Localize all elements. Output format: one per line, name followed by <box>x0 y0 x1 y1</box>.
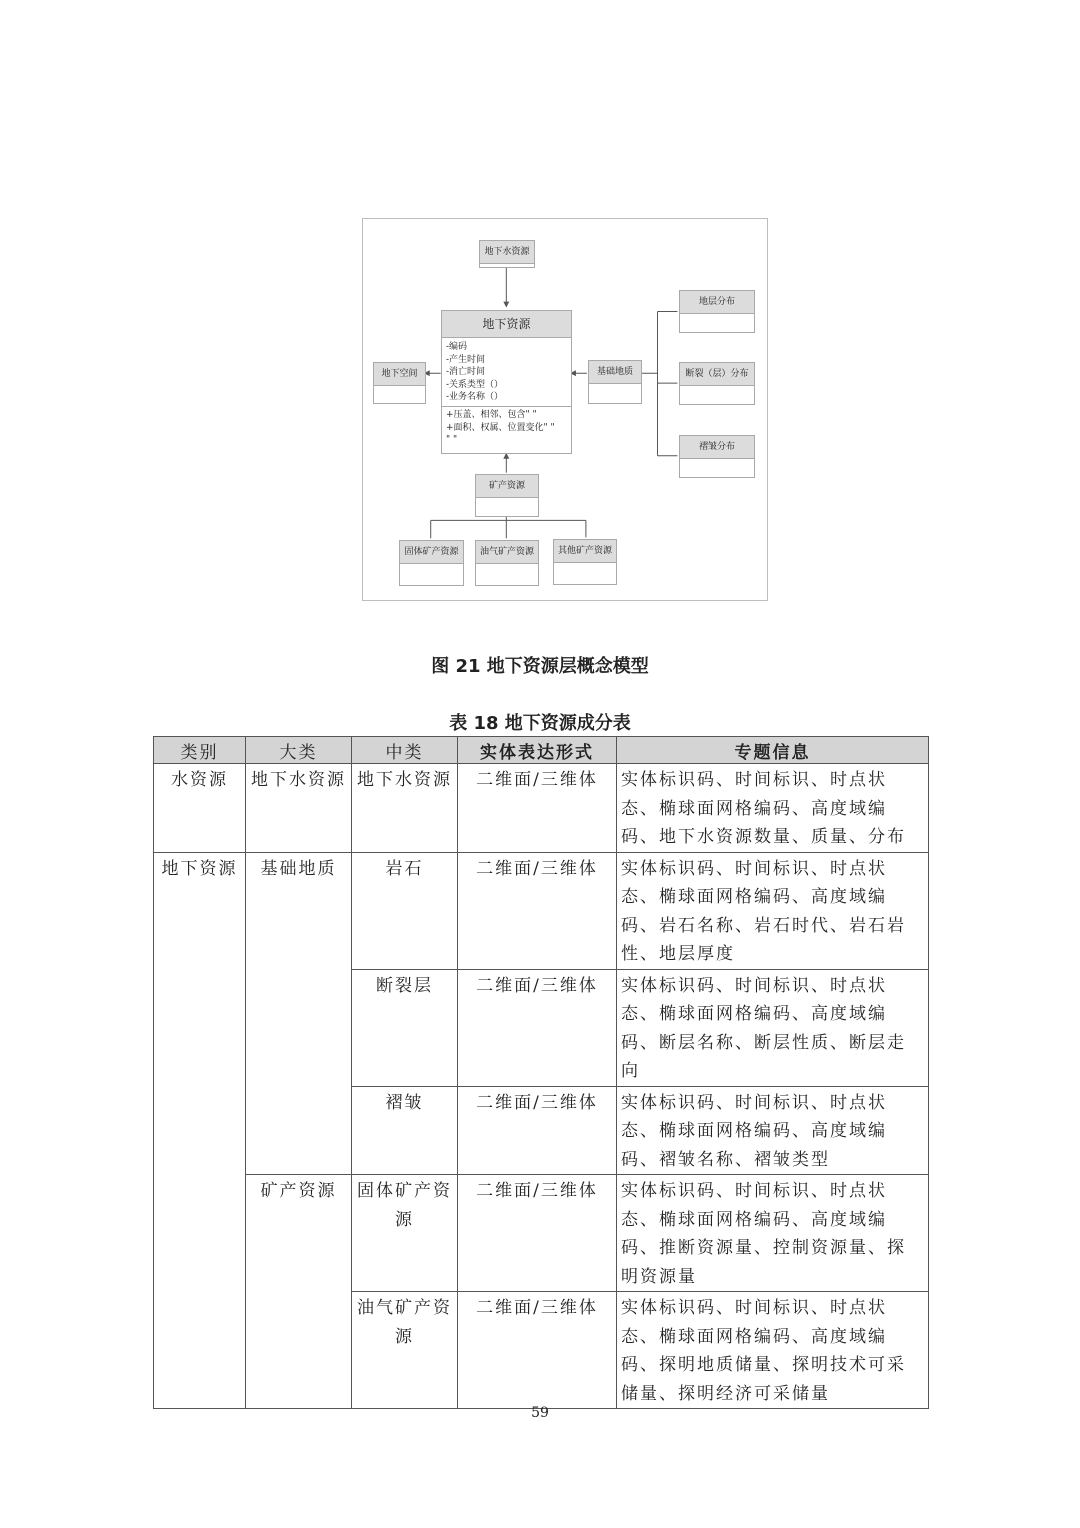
class-operations <box>442 407 571 449</box>
cell-major: 地下水资源 <box>246 764 352 853</box>
table-header-row <box>154 737 929 764</box>
cell-form: 二维面/三维体 <box>458 1086 617 1175</box>
attribute: -业务名称（） <box>446 392 504 403</box>
groundwater-resource-class <box>479 240 535 268</box>
strata-distribution-class <box>679 290 755 333</box>
cell-info: 实体标识码、时间标识、时点状态、椭球面网格编码、高度域编码、地下水资源数量、质量、分布 <box>617 764 929 853</box>
operation: +压盖、相邻、包含" " <box>446 409 537 420</box>
cell-form: 二维面/三维体 <box>458 1175 617 1292</box>
class-title: 地下水资源 <box>480 241 534 264</box>
cell-middle: 断裂层 <box>352 969 458 1086</box>
cell-info: 实体标识码、时间标识、时点状态、椭球面网格编码、高度域编码、推断资源量、控制资源量、探明资源量 <box>617 1175 929 1292</box>
oil-gas-mineral-class <box>475 540 539 586</box>
class-title: 固体矿产资源 <box>400 541 463 564</box>
cell-category: 水资源 <box>154 764 246 853</box>
cell-major: 基础地质 <box>246 852 352 1175</box>
table-row <box>154 764 929 853</box>
operation: " " <box>446 435 458 446</box>
class-title: 油气矿产资源 <box>476 541 538 564</box>
resource-component-table <box>153 736 929 1409</box>
class-title: 褶皱分布 <box>680 436 754 459</box>
cell-middle: 褶皱 <box>352 1086 458 1175</box>
class-title: 断裂（层）分布 <box>680 363 754 386</box>
cell-form: 二维面/三维体 <box>458 969 617 1086</box>
class-title: 基础地质 <box>589 361 641 384</box>
cell-middle: 固体矿产资源 <box>352 1175 458 1292</box>
cell-middle: 岩石 <box>352 852 458 969</box>
cell-info: 实体标识码、时间标识、时点状态、椭球面网格编码、高度域编码、褶皱名称、褶皱类型 <box>617 1086 929 1175</box>
cell-form: 二维面/三维体 <box>458 1292 617 1409</box>
operation: +面积、权属、位置变化" " <box>446 422 555 433</box>
table-caption: 表 18 地下资源成分表 <box>449 713 631 734</box>
mineral-resource-class <box>475 474 539 517</box>
attribute: -消亡时间 <box>446 367 486 378</box>
attribute: -产生时间 <box>446 354 486 365</box>
table-row <box>154 852 929 969</box>
class-title: 矿产资源 <box>476 475 538 498</box>
page-number: 59 <box>531 1405 549 1421</box>
concept-model-diagram <box>362 218 768 601</box>
header-major: 大类 <box>246 737 352 764</box>
class-title: 地下资源 <box>442 311 571 338</box>
cell-middle: 地下水资源 <box>352 764 458 853</box>
underground-resource-class <box>441 310 572 454</box>
figure-caption: 图 21 地下资源层概念模型 <box>431 656 649 677</box>
cell-info: 实体标识码、时间标识、时点状态、椭球面网格编码、高度域编码、岩石名称、岩石时代、岩石岩性、地层厚度 <box>617 852 929 969</box>
class-title: 地下空间 <box>374 363 425 386</box>
fold-distribution-class <box>679 435 755 478</box>
header-category: 类别 <box>154 737 246 764</box>
basic-geology-class <box>588 360 642 404</box>
solid-mineral-class <box>399 540 464 586</box>
class-attributes <box>442 338 571 407</box>
cell-info: 实体标识码、时间标识、时点状态、椭球面网格编码、高度域编码、探明地质储量、探明技术可采储量、探明经济可采储量 <box>617 1292 929 1409</box>
header-middle: 中类 <box>352 737 458 764</box>
table-row <box>154 1175 929 1292</box>
cell-category: 地下资源 <box>154 852 246 1409</box>
other-mineral-class <box>553 539 617 585</box>
fault-distribution-class <box>679 362 755 405</box>
class-title: 其他矿产资源 <box>554 540 616 563</box>
cell-form: 二维面/三维体 <box>458 852 617 969</box>
class-title: 地层分布 <box>680 291 754 314</box>
header-form: 实体表达形式 <box>458 737 617 764</box>
attribute: -编码 <box>446 342 468 352</box>
cell-form: 二维面/三维体 <box>458 764 617 853</box>
cell-info: 实体标识码、时间标识、时点状态、椭球面网格编码、高度域编码、断层名称、断层性质、断层走向 <box>617 969 929 1086</box>
cell-major: 矿产资源 <box>246 1175 352 1409</box>
cell-middle: 油气矿产资源 <box>352 1292 458 1409</box>
header-info: 专题信息 <box>617 737 929 764</box>
attribute: -关系类型（） <box>446 379 504 390</box>
underground-space-class <box>373 362 426 404</box>
